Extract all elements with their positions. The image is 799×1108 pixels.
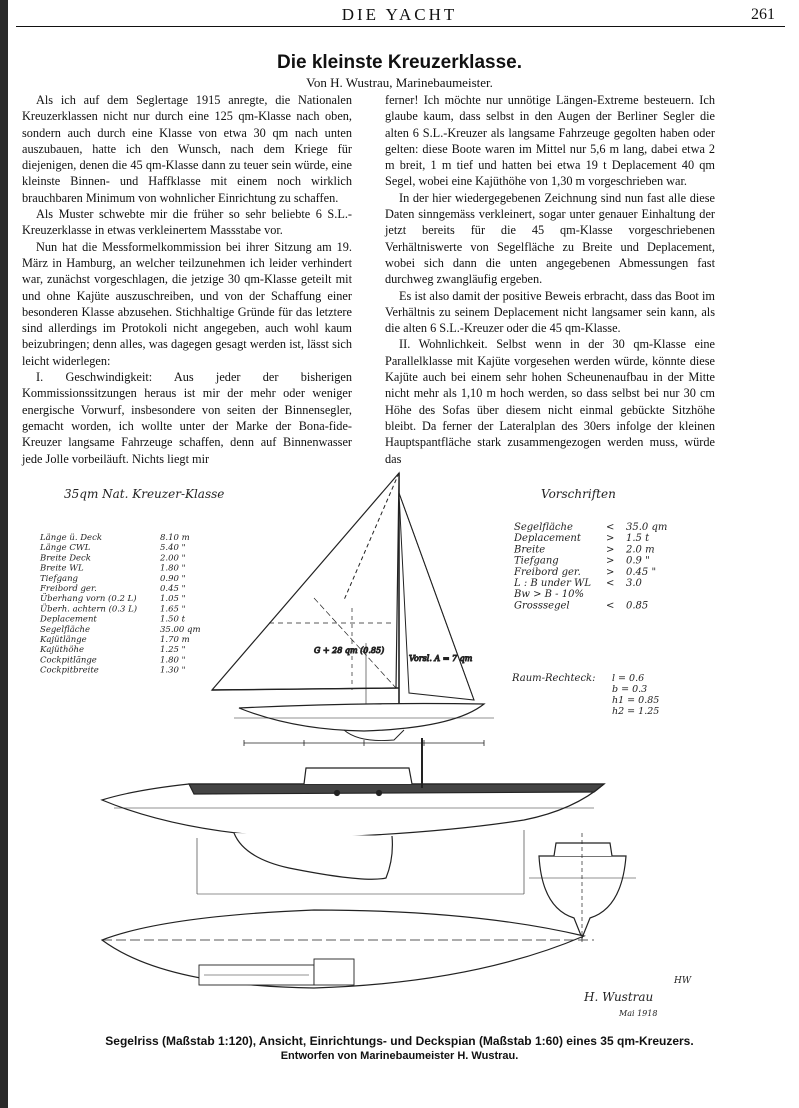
spec-label: Segelfläche — [40, 624, 91, 635]
regulation-label: Grosssegel — [514, 600, 570, 612]
text-column-right — [385, 92, 715, 466]
spec-value: 0.45 " — [160, 584, 186, 594]
keel-profile — [234, 833, 392, 879]
byline: Von H. Wustrau, Marinebaumeister. — [306, 75, 493, 90]
porthole-icon — [377, 791, 382, 796]
figure-caption: Segelriss (Maßstab 1:120), Ansicht, Einrichtungs- und Deckspian (Maßstab 1:60) eines 35 qm-Kreuzers. — [105, 1034, 694, 1048]
regulation-label: Segelfläche — [514, 522, 573, 533]
spec-value: 1.30 " — [160, 665, 186, 676]
spec-label: Überh. achtern (0.3 L) — [40, 604, 138, 615]
paragraph: II. Wohnlichkeit. Selbst wenn in der 30 qm-Klasse eine Parallelklasse mit Kajüte vorgesehen werden würde, könnte diese Kajüte auch bei einem sehr hohen Scheunenaufbau in der Mitte nicht mehr als 1,10 m hoch werden, so dass selbst bei nur 30 cm Höhe des Sofas über diesem nicht einmal gebückte Sitzhöhe bleibt. Da ferner der Lateralplan des 30ers infolge der kleinen Hauptspantfläche stark zusammengezogen werden muss, würde das — [385, 337, 715, 466]
right-table-title: Vorschriften — [541, 487, 616, 501]
regulation-value: 35.0 qm — [626, 522, 668, 533]
paragraph: Als ich auf dem Seglertage 1915 anregte, die Nationalen Kreuzerklassen nicht nur durch eine 125 qm-Klasse nach oben, sondern auch durch eine Klasse von etwa 30 qm nach unten auszubauen, hatte ich den Wunsch, nach dem Kriege für diejenigen, denen die 45 qm-Klasse dann zu teuer sein würde, eine kleinste Binnen- und Haffklasse mit einem noch wirklich brauchbaren Minimum von wohnlicher Einrichtung zu schaffen. — [22, 93, 352, 205]
regulation-value: 3.0 — [626, 578, 642, 589]
spec-value: 1.05 " — [160, 594, 186, 605]
room-rectangle-title: Raum-Rechteck: — [512, 673, 596, 684]
room-rectangle-value: h1 = 0.85 — [612, 695, 660, 706]
sail-plan-keel — [344, 730, 404, 741]
section-cabin — [554, 843, 612, 856]
spec-label: Breite Deck — [40, 553, 91, 564]
mainsail — [212, 473, 399, 690]
paragraph: I. Geschwindigkeit: Aus jeder der bisherigen Kommissionssitzungen heraus ist mir der mehr oder weniger energische Vorwurf, insbesondere von seiten der Binnensegler, gemacht worden, ich wollte unter der Marke der Bona-fide-Kreuzer langsame Fahrzeuge schaffen, denn auf Binnenwasser jede Jolle vorbeiläuft. Nichts liegt mir — [22, 370, 352, 466]
spec-value: 8.10 m — [160, 533, 190, 543]
yacht-design-drawing — [14, 438, 789, 1033]
regulation-value: 0.85 — [626, 600, 649, 612]
spec-value: 1.70 m — [160, 635, 190, 645]
spec-value: 5.40 " — [160, 543, 186, 554]
regulation-value: 0.45 " — [626, 566, 657, 578]
paragraph: Es ist also damit der positive Beweis erbracht, dass das Boot im Verhältnis zu seinem Deplacement nicht langsamer sein kann, als die alten 6 S.L.-Kreuzer oder die 45 qm-Klasse. — [385, 288, 715, 336]
paragraph: In der hier wiedergegebenen Zeichnung sind nun fast alle diese Daten sinngemäss verkleinert, sogar unter genauer Einhaltung der jetzt bereits für die 45 qm-Klasse vorgeschriebenen Verhältniswerte von Segelfläche zu Breite und Deplacement, wobei sich dann die unten angegebenen Abmessungen fast durchweg zwangläufig ergeben. — [385, 190, 715, 287]
regulation-value: 1.5 t — [626, 533, 650, 545]
sail-plan-hull — [239, 704, 484, 732]
room-rectangle-value: b = 0.3 — [612, 684, 648, 695]
regulation-value: 0.9 " — [626, 555, 650, 567]
spec-value: 35.00 qm — [160, 624, 201, 635]
text-column-left — [22, 92, 352, 466]
spec-label: Kajüthöhe — [40, 645, 85, 656]
hull-profile — [102, 738, 604, 894]
regulation-operator: < — [606, 578, 615, 589]
spec-label: Länge ü. Deck — [40, 533, 102, 543]
spec-label: Breite WL — [40, 563, 84, 574]
figure-credit: Entworfen von Marinebaumeister H. Wustrau. — [280, 1050, 519, 1062]
regulation-label: Tiefgang — [514, 555, 559, 567]
fore-triangle-note: Vorsl. A = 7 qm — [409, 654, 473, 663]
regulation-operator: > — [606, 544, 615, 556]
spec-label: Länge CWL — [40, 543, 91, 554]
spec-value: 1.65 " — [160, 604, 186, 615]
cockpit-plan — [314, 959, 354, 985]
regulation-value: 2.0 m — [626, 544, 655, 556]
left-specification-table — [39, 533, 201, 676]
spec-value: 1.80 " — [160, 563, 186, 574]
page-number: 261 — [751, 6, 775, 23]
spec-value: 2.00 " — [160, 553, 186, 564]
body-plan-section — [529, 833, 636, 943]
paragraph: Als Muster schwebte mir die früher so sehr beliebte 6 S.L.-Kreuzerklasse in etwas verkleinertem Massstabe vor. — [22, 207, 352, 238]
deck-plan — [102, 910, 594, 988]
right-regulations-table — [513, 522, 667, 611]
regulation-label: Deplacement — [514, 533, 581, 545]
porthole-icon — [335, 791, 340, 796]
room-rectangle-value: h2 = 1.25 — [612, 706, 660, 717]
room-rectangle-value: l = 0.6 — [612, 673, 645, 684]
paragraph: ferner! Ich möchte nur unnötige Längen-Extreme besteuern. Ich glaube kaum, dass selbst in den Augen der Berliner Segler die alten 6 S.L.-Kreuzer als langsame Fahrzeuge gegolten haben oder gelten: diese Boote waren im Mittel nur 5,6 m lang, dabei etwa 2 m breit, 1 m tief und hatten bei etwa 19 t Deplacement 40 qm Segel, wobei eine Kajüthöhe von 1,30 m vorgeschrieben war. — [385, 93, 715, 189]
spec-label: Cockpitlänge — [40, 655, 97, 666]
spec-value: 1.25 " — [160, 645, 186, 656]
regulation-operator: < — [606, 522, 615, 533]
section-outline — [539, 856, 626, 938]
spec-value: 1.80 " — [160, 655, 186, 666]
hull-topside-band — [189, 784, 604, 794]
spec-label: Tiefgang — [40, 573, 78, 584]
signature-date: Mai 1918 — [619, 1009, 658, 1018]
regulation-label: Breite — [514, 544, 546, 556]
article-title: Die kleinste Kreuzerklasse. — [276, 52, 523, 73]
spec-label: Kajütlänge — [40, 635, 87, 645]
sail-plan — [212, 473, 494, 741]
spec-label: Deplacement — [40, 614, 97, 625]
cabin-top — [304, 768, 412, 784]
header-rule — [16, 26, 785, 27]
regulation-label: Bw > B - 10% — [514, 589, 584, 601]
sail-area-note: G + 28 qm (0.85) — [314, 646, 385, 655]
spec-label: Überhang vorn (0.2 L) — [40, 594, 137, 605]
left-table-title: 35qm Nat. Kreuzer-Klasse — [64, 487, 225, 501]
room-rectangle-values — [612, 673, 659, 717]
regulation-operator: > — [606, 566, 615, 578]
spec-value: 0.90 " — [160, 573, 186, 584]
corner-mark: HW — [674, 976, 692, 986]
spec-label: Cockpitbreite — [40, 665, 99, 676]
regulation-operator: > — [606, 533, 615, 545]
regulation-label: Freibord ger. — [514, 566, 581, 578]
paragraph: Nun hat die Messformelkommission bei ihrer Sitzung am 19. März in Hamburg, an welcher teilzunehmen ich leider verhindert war, zunächst vorgeschlagen, die jetzige 30 qm-Klasse geteilt mit und ohne Kajüte auszuschreiben, und von der Schaffung einer besonderen Klasse abzusehen. Stichhaltige Gründe für das letztere sind allerdings im Protokoli nicht angegeben, auch wohl kaum beizubringen; denn alles, was dagegen gesagt werden ist, lässt sich leicht widerlegen: — [22, 239, 352, 368]
regulation-label: L : B under WL — [514, 578, 591, 589]
page-binding-edge — [0, 0, 8, 1108]
regulation-operator: > — [606, 555, 615, 567]
spec-value: 1.50 t — [160, 614, 186, 625]
running-head: DIE YACHT — [341, 5, 458, 24]
regulation-operator: < — [606, 600, 615, 612]
spec-label: Freibord ger. — [40, 584, 97, 594]
signature: H. Wustrau — [584, 990, 654, 1004]
